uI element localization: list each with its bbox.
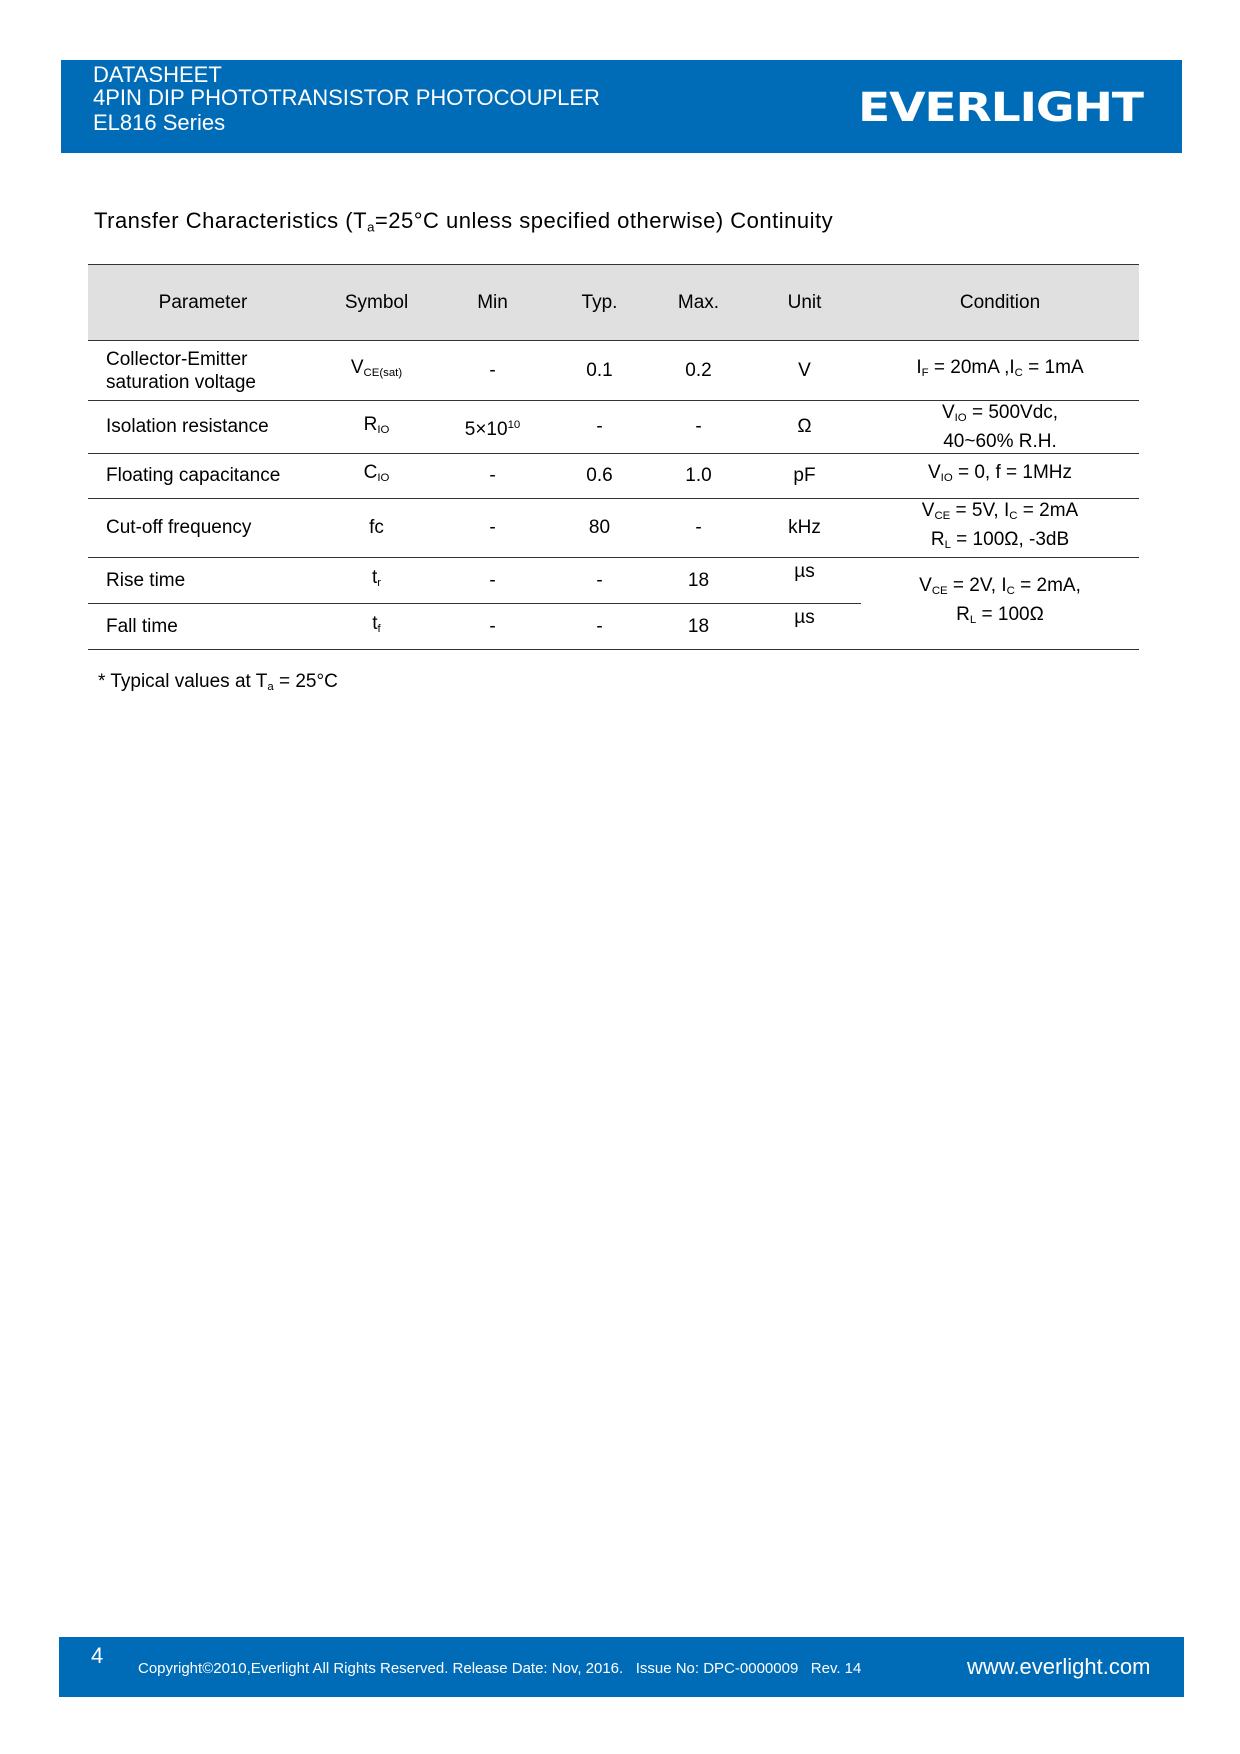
symbol-cell: fc <box>318 498 435 557</box>
subscript: a <box>267 680 274 693</box>
typ-cell: - <box>550 557 649 603</box>
section-title-text: Transfer Characteristics (T <box>94 208 368 233</box>
typ-cell: - <box>550 401 649 454</box>
exponent: 10 <box>507 418 521 431</box>
param-cell <box>88 341 318 401</box>
cond: = 100Ω, -3dB <box>950 528 1070 550</box>
footnote-text: * Typical values at T <box>98 671 268 692</box>
cond: = 500Vdc, <box>966 402 1059 423</box>
cond: = 5V, I <box>950 499 1010 521</box>
col-header: Max. <box>649 265 748 341</box>
section-title <box>94 208 833 234</box>
cond: = 2mA, <box>1014 575 1081 597</box>
min-cell <box>435 401 550 454</box>
doc-type: DATASHEET <box>93 62 222 87</box>
condition-cell <box>861 498 1139 557</box>
symbol: R <box>363 413 378 435</box>
symbol-sub: r <box>377 576 382 589</box>
footnote-text: = 25°C <box>273 671 338 692</box>
symbol-cell <box>318 401 435 454</box>
cond: R <box>930 528 945 550</box>
cond: = 100Ω <box>976 604 1044 626</box>
param-cell: Rise time <box>88 557 318 603</box>
symbol: t <box>371 566 378 588</box>
symbol-sub: f <box>377 622 381 635</box>
max-cell: - <box>649 401 748 454</box>
cond-sub: C <box>1006 585 1015 598</box>
cond-sub: L <box>944 538 951 551</box>
symbol-cell <box>318 341 435 401</box>
max-cell: 18 <box>649 603 748 649</box>
typ-cell: - <box>550 603 649 649</box>
param-cell: Cut-off frequency <box>88 498 318 557</box>
condition-cell <box>861 557 1139 649</box>
page-number: 4 <box>91 1643 104 1668</box>
param: saturation voltage <box>106 371 256 393</box>
cond-sub: CE <box>934 509 951 522</box>
table-row <box>88 557 1139 603</box>
table-row <box>88 341 1139 401</box>
unit-cell: µs <box>748 557 861 603</box>
condition-cell <box>861 341 1139 401</box>
col-header: Min <box>435 265 550 341</box>
min: 5×10 <box>464 418 508 440</box>
unit-cell: V <box>748 341 861 401</box>
cond: = 2mA <box>1017 499 1079 521</box>
unit-cell: µs <box>748 603 861 649</box>
symbol-cell <box>318 453 435 498</box>
unit-cell: pF <box>748 453 861 498</box>
typ-cell: 0.6 <box>550 453 649 498</box>
everlight-logo: EVERLIGHT <box>858 85 1143 131</box>
section-title-text: =25°C unless specified otherwise) Continuity <box>374 208 834 233</box>
col-header: Condition <box>861 265 1139 341</box>
symbol-cell <box>318 557 435 603</box>
typ-cell: 0.1 <box>550 341 649 401</box>
cond-sub: C <box>1014 366 1023 379</box>
symbol: t <box>372 612 378 634</box>
col-header: Typ. <box>550 265 649 341</box>
cond: R <box>956 604 970 626</box>
min-cell: - <box>435 603 550 649</box>
max-cell: 1.0 <box>649 453 748 498</box>
series-name: EL816 Series <box>93 110 226 135</box>
footer-banner <box>59 1637 1184 1697</box>
transfer-characteristics-table <box>88 264 1139 650</box>
col-header: Symbol <box>318 265 435 341</box>
cond-sub: L <box>969 613 977 626</box>
cond: = 20mA ,I <box>928 357 1015 379</box>
header-banner <box>61 60 1182 153</box>
typ-cell: 80 <box>550 498 649 557</box>
cond: V <box>919 575 932 597</box>
product-title: 4PIN DIP PHOTOTRANSISTOR PHOTOCOUPLER <box>93 85 600 110</box>
cond-sub: IO <box>954 411 967 424</box>
table-row <box>88 498 1139 557</box>
cond: = 1mA <box>1022 357 1084 379</box>
max-cell: - <box>649 498 748 557</box>
symbol-sub: CE(sat) <box>363 366 403 379</box>
min-cell: - <box>435 453 550 498</box>
symbol-sub: IO <box>377 472 390 485</box>
cond: I <box>916 357 922 379</box>
symbol: C <box>363 462 378 484</box>
col-header: Parameter <box>88 265 318 341</box>
cond-sub: CE <box>931 585 948 598</box>
cond: = 0, f = 1MHz <box>952 462 1073 484</box>
symbol: V <box>350 357 364 379</box>
min-cell: - <box>435 557 550 603</box>
cond: V <box>921 499 935 521</box>
param-cell: Floating capacitance <box>88 453 318 498</box>
condition-cell <box>861 453 1139 498</box>
max-cell: 0.2 <box>649 341 748 401</box>
symbol-sub: IO <box>377 423 390 436</box>
min-cell: - <box>435 498 550 557</box>
condition-cell <box>861 401 1139 454</box>
cond: = 2V, I <box>947 575 1007 597</box>
cond: V <box>941 402 955 423</box>
param-cell: Isolation resistance <box>88 401 318 454</box>
subscript: a <box>367 219 375 235</box>
param-cell: Fall time <box>88 603 318 649</box>
col-header: Unit <box>748 265 861 341</box>
unit-cell: Ω <box>748 401 861 454</box>
cond-sub: IO <box>940 472 953 485</box>
website-link[interactable]: www.everlight.com <box>967 1654 1151 1679</box>
min-cell: - <box>435 341 550 401</box>
symbol-cell <box>318 603 435 649</box>
cond: 40~60% R.H. <box>943 430 1057 452</box>
table-row <box>88 401 1139 454</box>
param: Collector-Emitter <box>106 348 248 370</box>
footnote <box>98 671 338 693</box>
table-header-row <box>88 265 1139 341</box>
cond-sub: F <box>921 366 929 379</box>
unit-cell: kHz <box>748 498 861 557</box>
table-row <box>88 453 1139 498</box>
cond: V <box>927 462 941 484</box>
copyright-text: Copyright©2010,Everlight All Rights Reserved. Release Date: Nov, 2016. Issue No: DPC-0000009 Rev. 14 <box>138 1660 862 1677</box>
cond-sub: C <box>1009 509 1018 522</box>
max-cell: 18 <box>649 557 748 603</box>
